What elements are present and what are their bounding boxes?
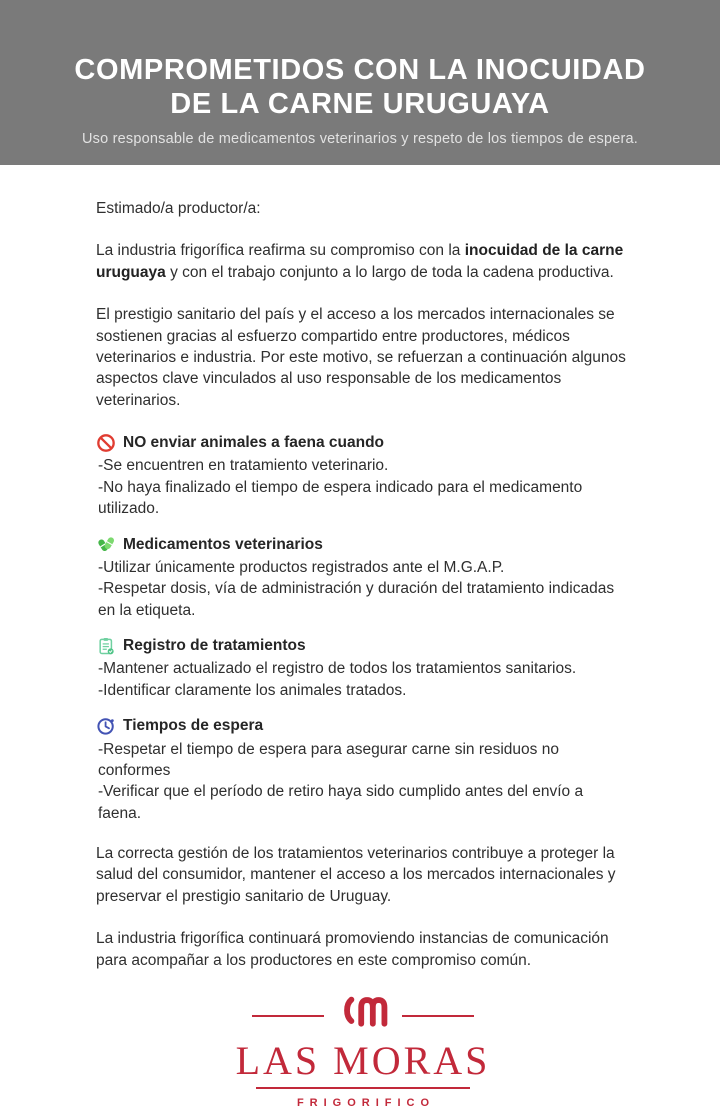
- logo-rule-left: [252, 1015, 324, 1017]
- section-title: Medicamentos veterinarios: [123, 535, 323, 553]
- banner: [0, 0, 720, 165]
- list-item: -Se encuentren en tratamiento veterinario.: [98, 457, 389, 475]
- logo-underline: [256, 1087, 470, 1089]
- page-title-line-2: DE LA CARNE URUGUAYA: [170, 87, 550, 120]
- list-item: -Identificar claramente los animales tratados.: [98, 681, 407, 699]
- list-item: -Utilizar únicamente productos registrados ante el M.G.A.P.: [98, 558, 505, 576]
- context-paragraph: El prestigio sanitario del país y el acceso a los mercados internacionales se sostienen gracias al esfuerzo compartido entre productores, médicos veterinarios e industria. Por este motivo, se refuerzan a continuación algunos aspectos clave vinculados al uso responsable de los medicamentos veterinarios.: [96, 306, 626, 409]
- logo-tagline: FRIGORIFICO: [296, 1097, 436, 1110]
- intro-text-pre: La industria frigorífica reafirma su compromiso con la: [96, 242, 465, 260]
- section-tiempos: [96, 715, 630, 824]
- section-registro-items: [96, 658, 630, 701]
- logo-rule-right: [402, 1015, 474, 1017]
- section-no-faena-heading: [96, 432, 630, 453]
- section-title: Tiempos de espera: [123, 717, 264, 735]
- section-no-faena-items: [96, 455, 630, 519]
- section-tiempos-items: [96, 739, 630, 825]
- no-entry-icon: [96, 433, 116, 453]
- closing-paragraph-2: La industria frigorífica continuará promoviendo instancias de comunicación para acompañar a los productores en este compromiso común.: [96, 930, 609, 969]
- section-title: Registro de tratamientos: [123, 637, 306, 654]
- list-item: -Respetar dosis, vía de administración y duración del tratamiento indicadas en la etiqueta.: [98, 580, 615, 619]
- logo-wordmark: LAS MORAS: [235, 1038, 491, 1084]
- intro-text-post: y con el trabajo conjunto a lo largo de toda la cadena productiva.: [165, 263, 614, 281]
- greeting: Estimado/a productor/a:: [96, 200, 261, 217]
- company-logo: [96, 992, 630, 1111]
- list-item: -Mantener actualizado el registro de todos los tratamientos sanitarios.: [98, 660, 577, 678]
- closing-paragraph-1: La correcta gestión de los tratamientos veterinarios contribuye a proteger la salud del consumidor, mantener el acceso a los mercados internacionales y preservar el prestigio sanitario de Uruguay.: [96, 845, 616, 905]
- section-registro: [96, 635, 630, 701]
- las-moras-emblem-icon: [338, 992, 388, 1040]
- page-subtitle: Uso responsable de medicamentos veterinarios y respeto de los tiempos de espera.: [81, 130, 638, 147]
- treatment-log-icon: [96, 636, 116, 656]
- list-item: -No haya finalizado el tiempo de espera indicado para el medicamento utilizado.: [98, 478, 583, 518]
- clock-icon: [96, 716, 116, 736]
- intro-text-bold: inocuidad de la carne uruguaya: [96, 242, 624, 281]
- section-registro-heading: [96, 635, 630, 656]
- section-no-faena: [96, 432, 630, 520]
- section-medicamentos: [96, 534, 630, 622]
- section-medicamentos-items: [96, 557, 630, 621]
- list-item: -Verificar que el período de retiro haya sido cumplido antes del envío a faena.: [98, 783, 584, 822]
- page-title-line-1: COMPROMETIDOS CON LA INOCUIDAD: [74, 54, 646, 86]
- section-medicamentos-heading: [96, 534, 630, 555]
- section-title: NO enviar animales a faena cuando: [123, 434, 385, 451]
- section-tiempos-heading: [96, 715, 630, 736]
- list-item: -Respetar el tiempo de espera para asegurar carne sin residuos no conformes: [98, 740, 559, 779]
- logo-emblem-row: [96, 992, 630, 1040]
- intro-paragraph: [96, 240, 630, 283]
- letter-body: [0, 165, 720, 1111]
- pills-icon: [96, 534, 116, 554]
